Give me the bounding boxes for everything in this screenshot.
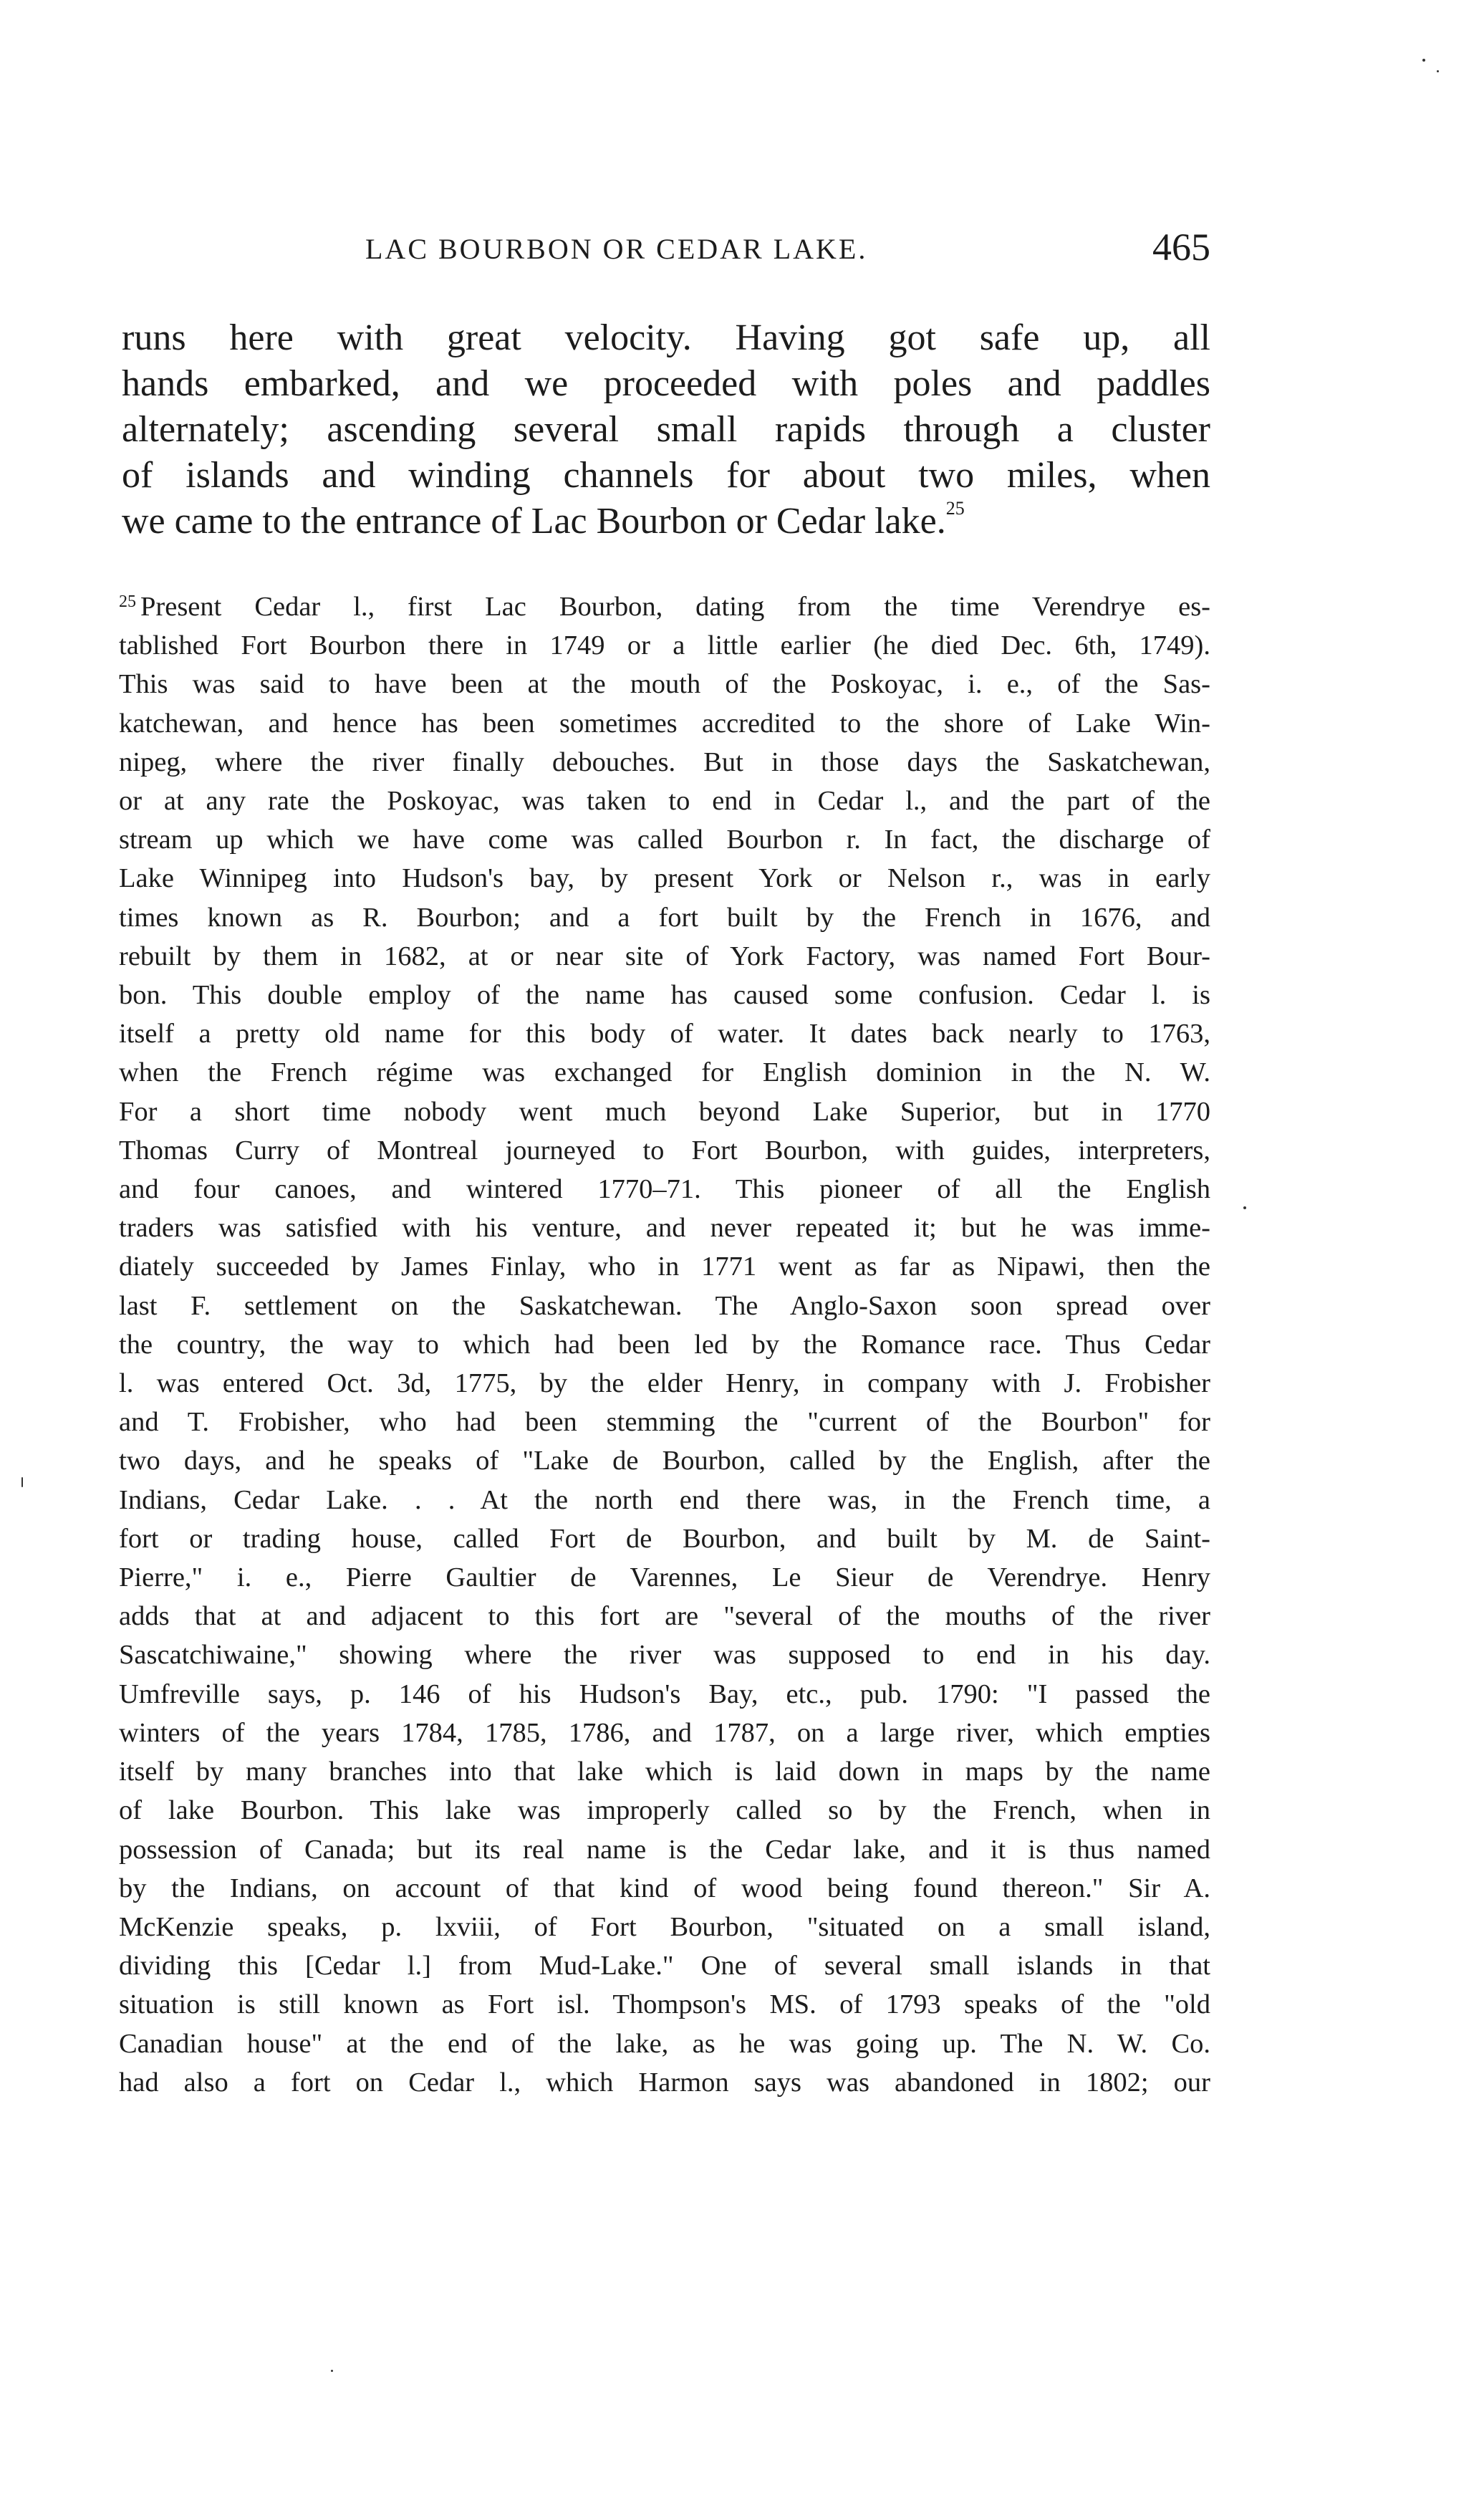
footnote-line: itself by many branches into that lake which is laid down in maps by the name	[119, 1757, 1210, 1787]
footnote	[119, 587, 1210, 2102]
footnote-line: and T. Frobisher, who had been stemming the "current of the Bourbon" for	[119, 1407, 1210, 1438]
footnote-line: bon. This double employ of the name has caused some confusion. Cedar l. is	[119, 980, 1210, 1011]
footnote-number: 25	[119, 592, 136, 611]
footnote-line: stream up which we have come was called Bourbon r. In fact, the discharge of	[119, 825, 1210, 855]
footnote-line: rebuilt by them in 1682, at or near site of York Factory, was named Fort Bour-	[119, 941, 1210, 971]
footnote-reference: 25	[945, 498, 965, 519]
scan-speck	[1422, 59, 1425, 62]
body-line: runs here with great velocity. Having got safe up, all	[122, 317, 1210, 358]
footnote-line: times known as R. Bourbon; and a fort built by the French in 1676, and	[119, 902, 1210, 933]
footnote-line: diately succeeded by James Finlay, who in 1771 went as far as Nipawi, then the	[119, 1252, 1210, 1282]
scan-speck	[1243, 1206, 1246, 1209]
footnote-line: winters of the years 1784, 1785, 1786, and 1787, on a large river, which empties	[119, 1717, 1210, 1748]
footnote-line: Pierre," i. e., Pierre Gaultier de Varennes, Le Sieur de Verendrye. Henry	[119, 1562, 1210, 1593]
scan-speck	[21, 1477, 23, 1487]
body-line: alternately; ascending several small rapids through a cluster	[122, 409, 1210, 450]
footnote-line: Lake Winnipeg into Hudson's bay, by present York or Nelson r., was in early	[119, 863, 1210, 894]
footnote-line-text: Present Cedar l., first Lac Bourbon, dating from the time Verendrye es-	[140, 592, 1210, 622]
footnote-line: l. was entered Oct. 3d, 1775, by the elder Henry, in company with J. Frobisher	[119, 1368, 1210, 1399]
footnote-line: last F. settlement on the Saskatchewan. The Anglo-Saxon soon spread over	[119, 1290, 1210, 1321]
body-line: hands embarked, and we proceeded with poles and paddles	[122, 363, 1210, 404]
running-header	[122, 225, 1210, 282]
footnote-line	[119, 587, 1210, 626]
footnote-line: by the Indians, on account of that kind of wood being found thereon." Sir A.	[119, 1873, 1210, 1903]
page-number: 465	[1152, 226, 1210, 269]
footnote-line: fort or trading house, called Fort de Bourbon, and built by M. de Saint-	[119, 1523, 1210, 1554]
footnote-line: This was said to have been at the mouth of the Poskoyac, i. e., of the Sas-	[119, 669, 1210, 700]
footnote-line: Thomas Curry of Montreal journeyed to Fort Bourbon, with guides, interpreters,	[119, 1135, 1210, 1166]
footnote-line: the country, the way to which had been led by the Romance race. Thus Cedar	[119, 1329, 1210, 1360]
footnote-line: or at any rate the Poskoyac, was taken to end in Cedar l., and the part of the	[119, 786, 1210, 817]
footnote-line: Indians, Cedar Lake. . . At the north end there was, in the French time, a	[119, 1484, 1210, 1515]
running-title: LAC BOURBON OR CEDAR LAKE.	[365, 233, 868, 265]
footnote-line: adds that at and adjacent to this fort are "several of the mouths of the river	[119, 1601, 1210, 1632]
scan-speck	[1437, 70, 1439, 72]
footnote-line: Umfreville says, p. 146 of his Hudson's Bay, etc., pub. 1790: "I passed the	[119, 1678, 1210, 1709]
footnote-line: when the French régime was exchanged for English dominion in the N. W.	[119, 1057, 1210, 1088]
footnote-line: McKenzie speaks, p. lxviii, of Fort Bourbon, "situated on a small island,	[119, 1911, 1210, 1942]
body-line-text: we came to the entrance of Lac Bourbon or Cedar lake.	[122, 501, 946, 542]
footnote-line: dividing this [Cedar l.] from Mud-Lake." One of several small islands in that	[119, 1951, 1210, 1981]
main-text	[122, 315, 1210, 544]
footnote-line: possession of Canada; but its real name is the Cedar lake, and it is thus named	[119, 1834, 1210, 1865]
footnote-line: nipeg, where the river finally debouches. But in those days the Saskatchewan,	[119, 746, 1210, 777]
scan-speck	[331, 2370, 333, 2372]
footnote-line: two days, and he speaks of "Lake de Bourbon, called by the English, after the	[119, 1446, 1210, 1476]
footnote-line: and four canoes, and wintered 1770–71. This pioneer of all the English	[119, 1174, 1210, 1205]
footnote-line: itself a pretty old name for this body of water. It dates back nearly to 1763,	[119, 1019, 1210, 1049]
footnote-line: situation is still known as Fort isl. Thompson's MS. of 1793 speaks of the "old	[119, 1989, 1210, 2020]
body-line: of islands and winding channels for about two miles, when	[122, 455, 1210, 496]
footnote-line: of lake Bourbon. This lake was improperly called so by the French, when in	[119, 1795, 1210, 1826]
footnote-line: traders was satisfied with his venture, and never repeated it; but he was imme-	[119, 1213, 1210, 1244]
footnote-line: Sascatchiwaine," showing where the river was supposed to end in his day.	[119, 1640, 1210, 1671]
footnote-line: For a short time nobody went much beyond Lake Superior, but in 1770	[119, 1096, 1210, 1127]
footnote-line: katchewan, and hence has been sometimes accredited to the shore of Lake Win-	[119, 708, 1210, 739]
body-line-last	[122, 499, 1210, 544]
footnote-line: Canadian house" at the end of the lake, as he was going up. The N. W. Co.	[119, 2028, 1210, 2059]
footnote-line: tablished Fort Bourbon there in 1749 or a little earlier (he died Dec. 6th, 1749).	[119, 630, 1210, 661]
footnote-line: had also a fort on Cedar l., which Harmon says was abandoned in 1802; our	[119, 2067, 1210, 2098]
